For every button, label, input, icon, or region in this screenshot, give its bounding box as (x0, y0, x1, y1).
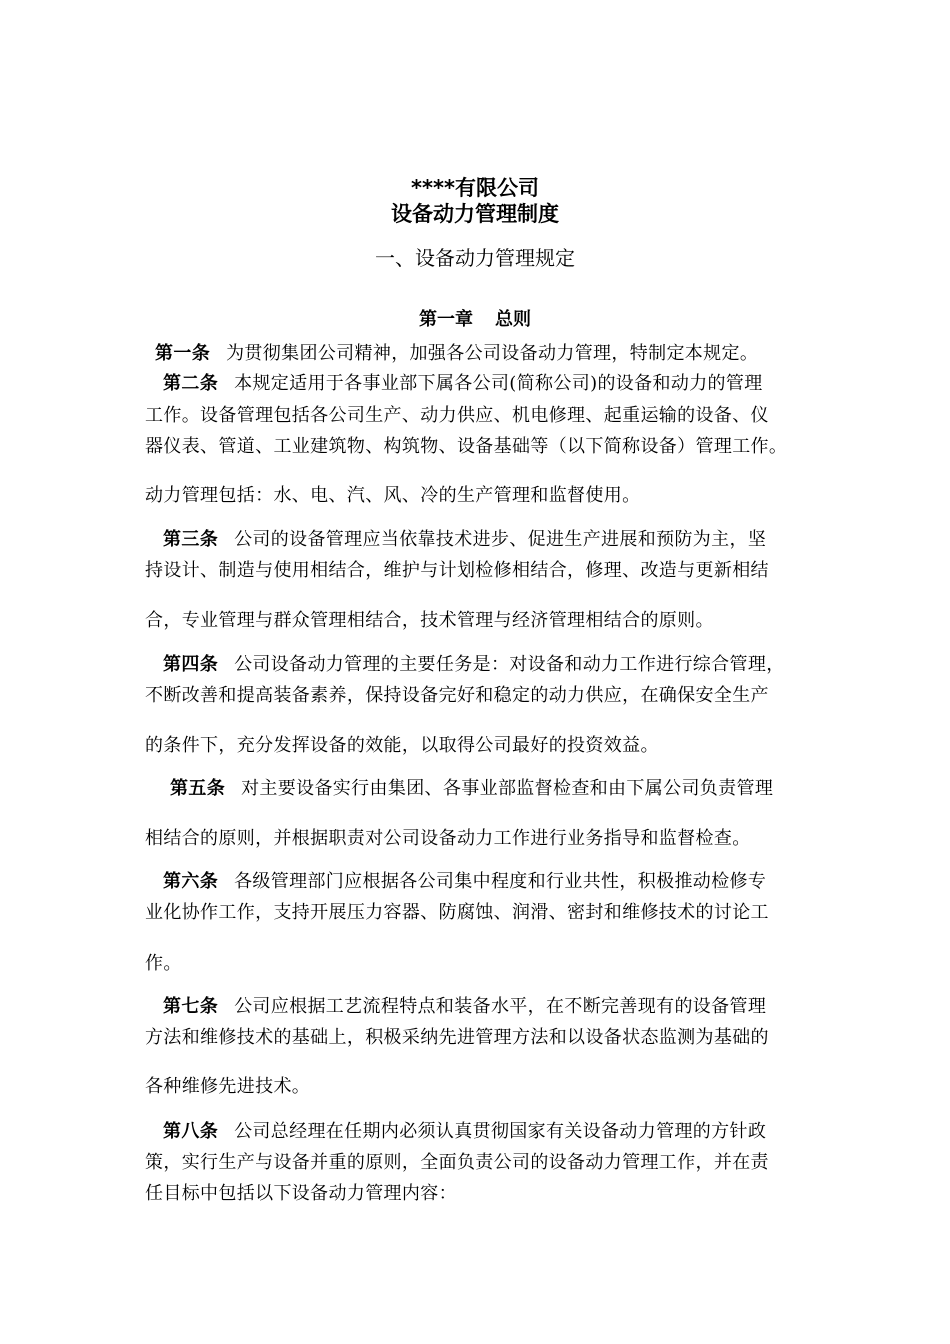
chapter-name: 总则 (495, 309, 531, 330)
article-7-line-3: 各种维修先进技术。 (145, 1076, 311, 1097)
article-5-line-2: 相结合的原则，并根据职责对公司设备动力工作进行业务指导和监督检查。 (145, 828, 751, 849)
article-6-line-1: 第六条 各级管理部门应根据各公司集中程度和行业共性，积极推动检修专 (163, 871, 767, 892)
article-7-line-1: 第七条 公司应根据工艺流程特点和装备水平，在不断完善现有的设备管理 (163, 996, 767, 1017)
article-label: 第八条 (163, 1121, 219, 1142)
article-3-line-2: 持设计、制造与使用相结合，维护与计划检修相结合，修理、改造与更新相结 (145, 560, 769, 581)
article-8-line-3: 任目标中包括以下设备动力管理内容： (145, 1183, 457, 1204)
article-label: 第二条 (163, 373, 219, 394)
company-name: ****有限公司 (411, 176, 539, 200)
article-1-line-1: 第一条 为贯彻集团公司精神，加强各公司设备动力管理，特制定本规定。 (155, 343, 759, 364)
article-3-line-3: 合，专业管理与群众管理相结合，技术管理与经济管理相结合的原则。 (145, 610, 714, 631)
article-2-line-1: 第二条 本规定适用于各事业部下属各公司(简称公司)的设备和动力的管理 (163, 373, 763, 394)
article-3-line-1: 第三条 公司的设备管理应当依靠技术进步、促进生产进展和预防为主，坚 (163, 529, 767, 550)
article-6-line-2: 业化协作工作，支持开展压力容器、防腐蚀、润滑、密封和维修技术的讨论工 (145, 902, 769, 923)
article-8-line-1: 第八条 公司总经理在任期内必须认真贯彻国家有关设备动力管理的方针政 (163, 1121, 767, 1142)
article-8-line-2: 策，实行生产与设备并重的原则，全面负责公司的设备动力管理工作，并在责 (145, 1152, 769, 1173)
article-2-line-3: 器仪表、管道、工业建筑物、构筑物、设备基础等（以下简称设备）管理工作。 (145, 436, 788, 457)
article-label: 第六条 (163, 871, 219, 892)
article-2-line-2: 工作。设备管理包括各公司生产、动力供应、机电修理、起重运输的设备、仪 (145, 405, 769, 426)
chapter-heading (0, 307, 950, 333)
article-4-line-3: 的条件下，充分发挥设备的效能，以取得公司最好的投资效益。 (145, 735, 659, 756)
article-label: 第一条 (155, 343, 211, 364)
article-label: 第四条 (163, 654, 219, 675)
chapter-number: 第一章 (419, 309, 473, 330)
article-label: 第七条 (163, 996, 219, 1017)
article-6-line-3: 作。 (145, 953, 182, 974)
article-2-line-4: 动力管理包括：水、电、汽、风、冷的生产管理和监督使用。 (145, 485, 641, 506)
article-label: 第三条 (163, 529, 219, 550)
article-4-line-2: 不断改善和提高装备素养，保持设备完好和稳定的动力供应，在确保安全生产 (145, 685, 769, 706)
section-heading: 一、设备动力管理规定 (375, 246, 575, 270)
document-title: 设备动力管理制度 (391, 202, 559, 226)
article-7-line-2: 方法和维修技术的基础上，积极采纳先进管理方法和以设备状态监测为基础的 (145, 1027, 769, 1048)
article-label: 第五条 (170, 778, 226, 799)
article-4-line-1: 第四条 公司设备动力管理的主要任务是：对设备和动力工作进行综合管理， (163, 654, 785, 675)
article-5-line-1: 第五条 对主要设备实行由集团、各事业部监督检查和由下属公司负责管理 (170, 778, 774, 799)
